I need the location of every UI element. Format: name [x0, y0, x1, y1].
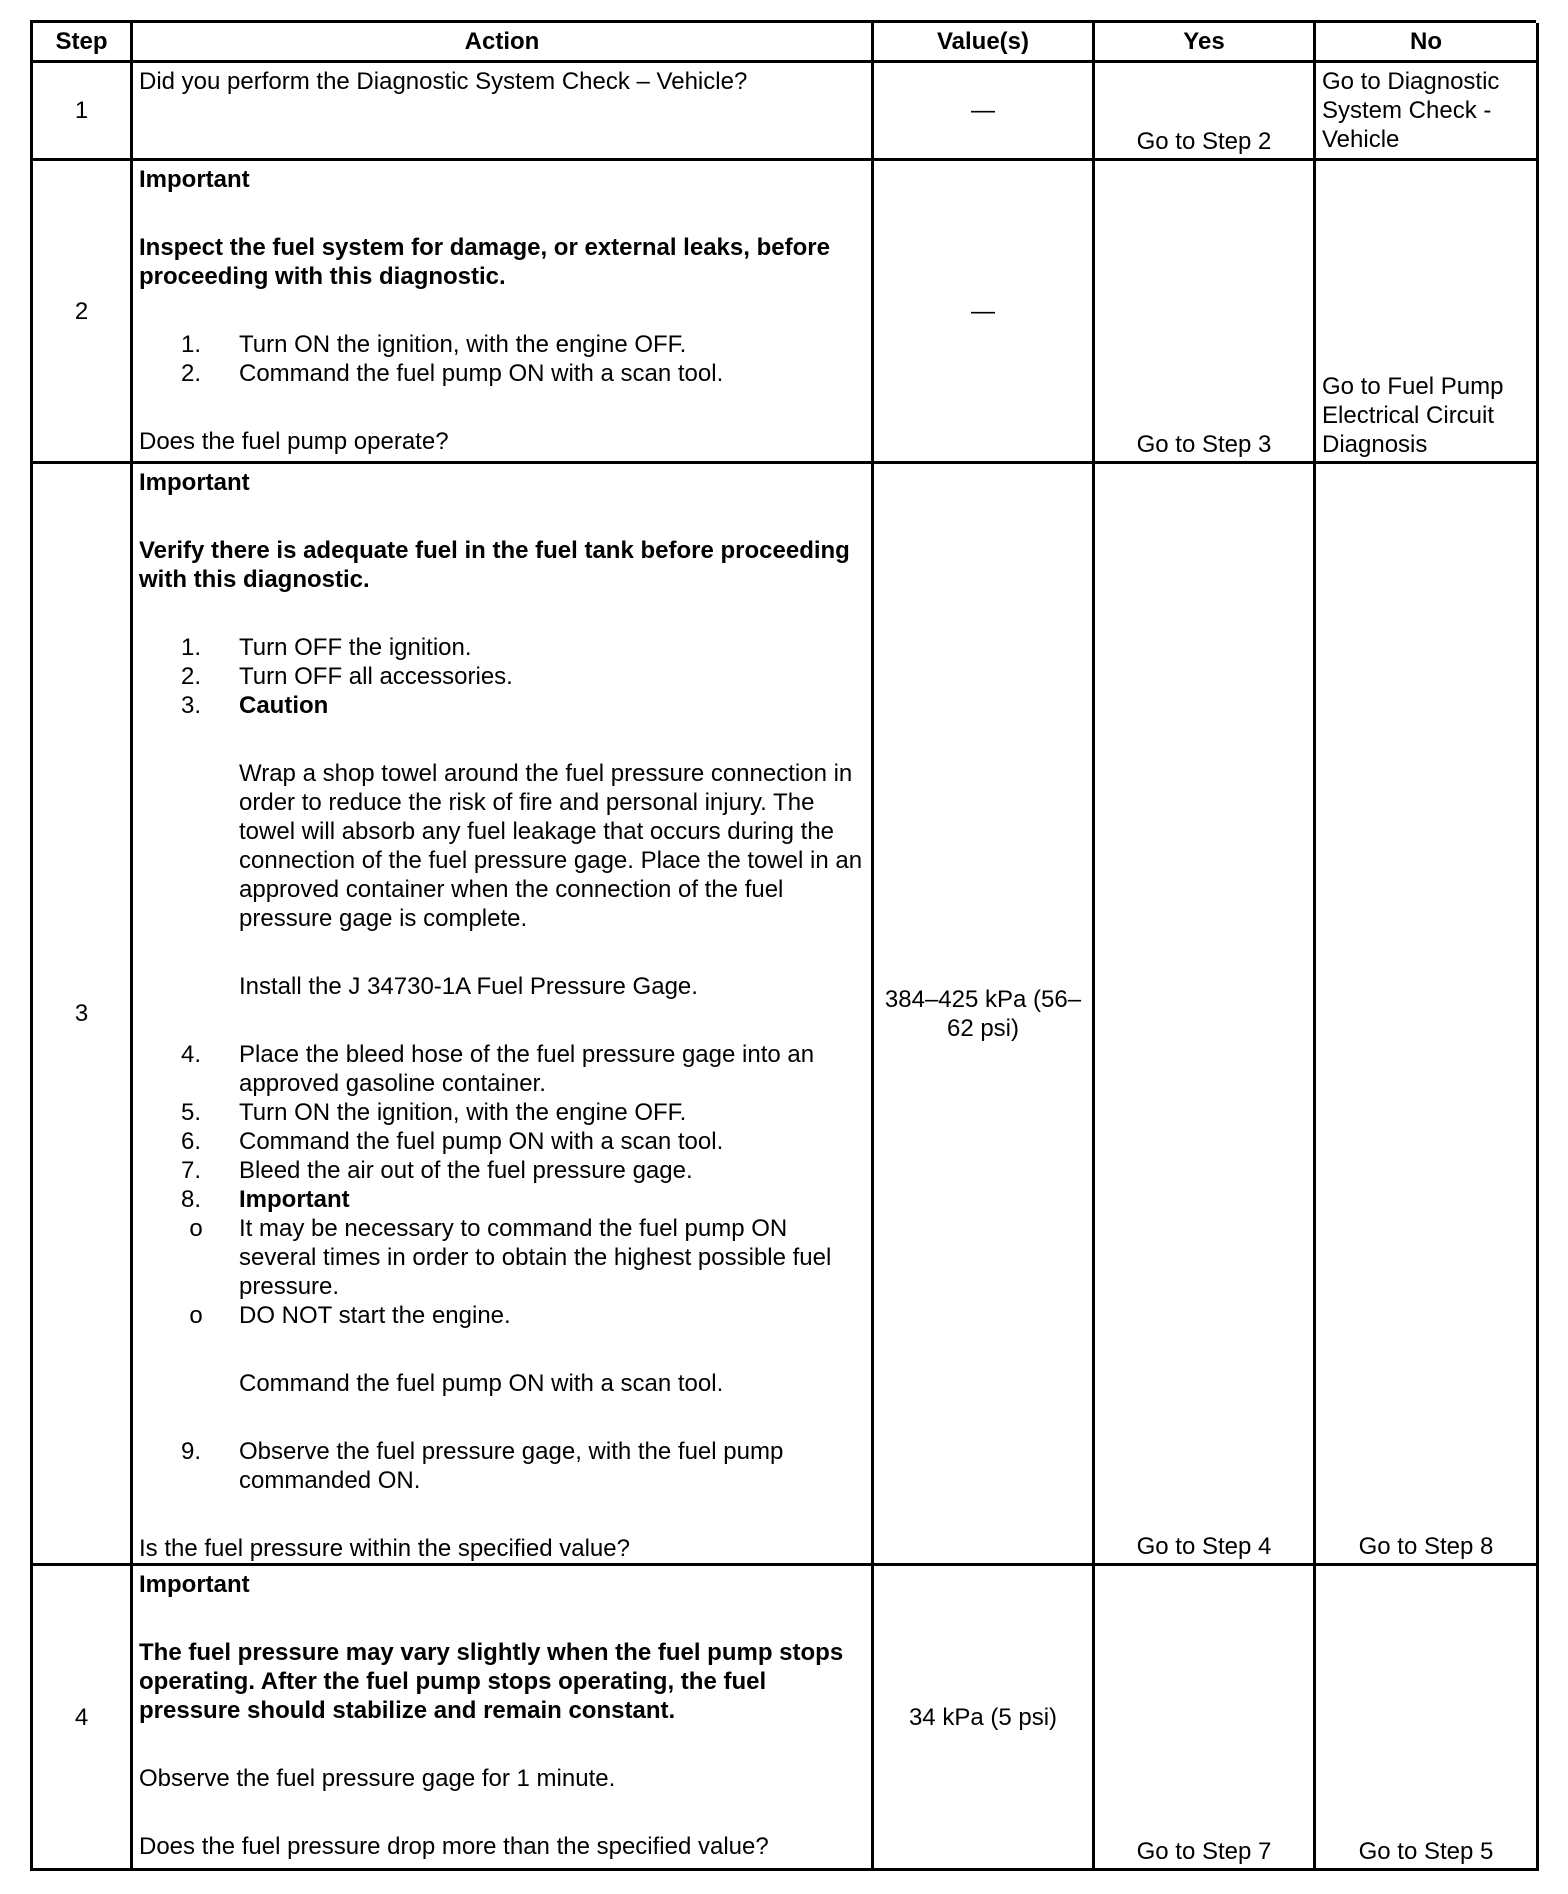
header-values: Value(s): [874, 23, 1095, 63]
procedure-step: 8. Important: [180, 1186, 350, 1213]
bullet-item: o DO NOT start the engine.: [189, 1302, 511, 1329]
procedure-step: 4. Place the bleed hose of the fuel pressure gage into an approved gasoline container.: [180, 1041, 815, 1097]
value-cell: —: [874, 63, 1095, 161]
bullet-item: o It may be necessary to command the fuel pump ON several times in order to obtain the highest possible fuel pressure.: [189, 1215, 832, 1300]
procedure-step: 3. Caution: [180, 692, 329, 719]
step-number: 4: [33, 1566, 133, 1871]
install-text: Install the J 34730-1A Fuel Pressure Gage.: [239, 973, 698, 1000]
important-bullets: [139, 1214, 865, 1330]
action-cell: [133, 161, 874, 464]
no-cell: [1316, 161, 1539, 464]
procedure-list: [139, 633, 865, 720]
yes-cell: Go to Step 7: [1095, 1566, 1316, 1871]
step-number: 3: [33, 464, 133, 1566]
header-yes: Yes: [1095, 23, 1316, 63]
important-label: Important: [139, 469, 250, 496]
header-action: Action: [133, 23, 874, 63]
question-text: Did you perform the Diagnostic System Check – Vehicle?: [139, 68, 748, 95]
header-no: No: [1316, 23, 1539, 63]
procedure-step: 1. Turn OFF the ignition.: [180, 634, 472, 661]
important-text: Inspect the fuel system for damage, or external leaks, before proceeding with this diagnostic.: [139, 234, 830, 290]
header-step: Step: [33, 23, 133, 63]
action-cell: [133, 464, 874, 1566]
procedure-step: 6. Command the fuel pump ON with a scan tool.: [180, 1128, 724, 1155]
caution-text: Wrap a shop towel around the fuel pressure connection in order to reduce the risk of fire and personal injury. The towel will absorb any fuel leakage that occurs during the connection of the fuel pressure gage. Place the towel in an approved container when the connection of the fuel pressure gage is complete.: [239, 760, 863, 932]
yes-cell: Go to Step 4: [1095, 464, 1316, 1566]
action-cell: [133, 1566, 874, 1871]
procedure-list: [139, 1040, 865, 1214]
no-cell: Go to Step 5: [1316, 1566, 1539, 1871]
value-cell: 34 kPa (5 psi): [874, 1566, 1095, 1871]
question-text: Does the fuel pressure drop more than the specified value?: [139, 1833, 769, 1860]
procedure-step: 1. Turn ON the ignition, with the engine OFF.: [180, 331, 687, 358]
procedure-list: [139, 1437, 865, 1495]
step-number: 1: [33, 63, 133, 161]
procedure-list: [139, 330, 865, 388]
no-cell: Go to Diagnostic System Check - Vehicle: [1316, 63, 1539, 161]
no-text: Go to Fuel Pump Electrical Circuit Diagnosis: [1322, 373, 1504, 458]
step-number: 2: [33, 161, 133, 464]
diagnostic-table: [30, 20, 1536, 1871]
procedure-step: 2. Turn OFF all accessories.: [180, 663, 513, 690]
important-text: The fuel pressure may vary slightly when the fuel pump stops operating. After the fuel pump stops operating, the fuel pressure should stabilize and remain constant.: [139, 1639, 844, 1724]
procedure-step: 2. Command the fuel pump ON with a scan tool.: [180, 360, 724, 387]
procedure-step: 7. Bleed the air out of the fuel pressure gage.: [180, 1157, 693, 1184]
important-label: Important: [139, 166, 250, 193]
action-cell: [133, 63, 874, 161]
no-cell: Go to Step 8: [1316, 464, 1539, 1566]
procedure-step: 5. Turn ON the ignition, with the engine OFF.: [180, 1099, 687, 1126]
question-text: Is the fuel pressure within the specified value?: [139, 1535, 630, 1562]
command-text: Command the fuel pump ON with a scan tool.: [239, 1370, 724, 1397]
yes-cell: Go to Step 3: [1095, 161, 1316, 464]
yes-cell: Go to Step 2: [1095, 63, 1316, 161]
question-text: Does the fuel pump operate?: [139, 428, 449, 455]
observe-text: Observe the fuel pressure gage for 1 minute.: [139, 1765, 616, 1792]
value-cell: 384–425 kPa (56–62 psi): [874, 464, 1095, 1566]
important-label: Important: [139, 1571, 250, 1598]
procedure-step: 9. Observe the fuel pressure gage, with the fuel pump commanded ON.: [180, 1438, 784, 1494]
important-text: Verify there is adequate fuel in the fuel tank before proceeding with this diagnostic.: [139, 537, 850, 593]
value-cell: —: [874, 161, 1095, 464]
